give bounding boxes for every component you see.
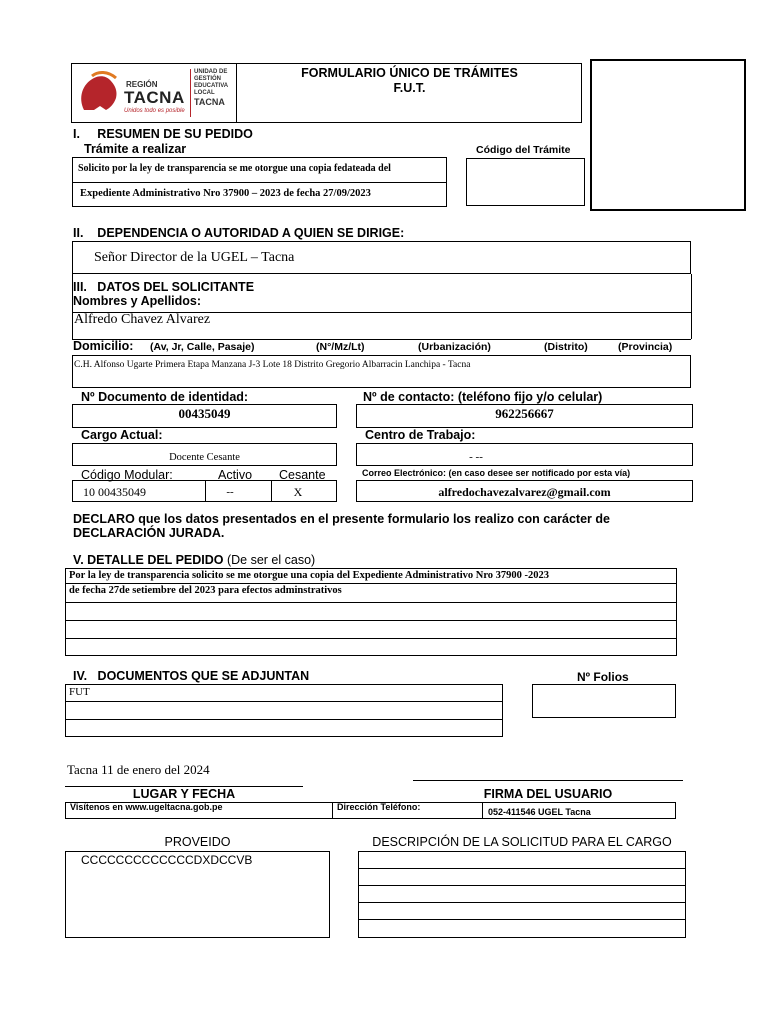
documentos-row-1[interactable]: FUT xyxy=(69,686,90,698)
section-4-heading: IV. DOCUMENTOS QUE SE ADJUNTAN xyxy=(73,669,310,683)
ugel-line-2: GESTIÓN xyxy=(194,76,222,82)
ugel-logo-text xyxy=(194,69,236,121)
documentos-line-2 xyxy=(65,719,503,720)
codigo-tramite-box[interactable] xyxy=(466,158,585,206)
place-date-label: LUGAR Y FECHA xyxy=(132,787,236,801)
detalle-table xyxy=(65,568,677,656)
documento-label: Nº Documento de identidad: xyxy=(81,390,249,404)
tramite-line-2[interactable]: Expediente Administrativo Nro 37900 – 2023 de fecha 27/09/2023 xyxy=(80,188,371,199)
contacto-label: Nº de contacto: (teléfono fijo y/o celular) xyxy=(363,390,603,404)
documento-value[interactable]: 00435049 xyxy=(178,406,231,421)
dependencia-value[interactable]: Señor Director de la UGEL – Tacna xyxy=(94,250,295,265)
declaration-text xyxy=(73,512,610,540)
address-label: Dirección Teléfono: xyxy=(337,802,421,812)
logo-separator xyxy=(190,69,191,117)
contacto-value[interactable]: 962256667 xyxy=(495,406,554,421)
section-1-subheading: Trámite a realizar xyxy=(84,142,187,156)
documentos-line-1 xyxy=(65,701,503,702)
activo-value[interactable]: -- xyxy=(226,486,234,498)
proveido-value[interactable]: CCCCCCCCCCCCCDXDCCVB xyxy=(81,853,253,867)
logo-tagline-text: Unidos todo es posible xyxy=(124,108,185,114)
descripcion-line-3 xyxy=(358,902,686,903)
tacna-map-icon xyxy=(76,70,122,114)
domicilio-hint-distrito: (Distrito) xyxy=(544,341,588,353)
detalle-row-1[interactable]: Por la ley de transparencia solicito se me otorgue una copia del Expediente Administrativo Nro 37900 -2023 xyxy=(69,570,550,581)
cesante-value[interactable]: X xyxy=(293,485,303,499)
folios-box[interactable] xyxy=(532,684,676,718)
tramite-divider xyxy=(72,182,447,183)
descripcion-line-2 xyxy=(358,885,686,886)
section-3-right-border xyxy=(691,274,692,339)
detalle-line-2 xyxy=(65,602,677,603)
cargo-value[interactable]: Docente Cesante xyxy=(169,452,240,463)
codmod-value[interactable]: 10 00435049 xyxy=(83,485,146,499)
section-2-heading: II. DEPENDENCIA O AUTORIDAD A QUIEN SE DIRIGE: xyxy=(73,226,405,240)
descripcion-line-4 xyxy=(358,919,686,920)
cargo-label: Cargo Actual: xyxy=(81,428,163,442)
logo-region-text: REGIÓN xyxy=(126,80,158,89)
form-title-line-2: F.U.T. xyxy=(393,81,426,95)
contact-bar-divider-1 xyxy=(332,802,333,819)
domicilio-label: Domicilio: xyxy=(73,339,134,353)
descripcion-table xyxy=(358,851,686,938)
section-5-heading-title: V. DETALLE DEL PEDIDO xyxy=(73,553,224,567)
cesante-label: Cesante xyxy=(279,468,326,482)
section-5-heading-note: (De ser el caso) xyxy=(226,553,316,567)
section-1-heading: I. RESUMEN DE SU PEDIDO xyxy=(73,127,253,141)
detalle-line-3 xyxy=(65,620,677,621)
section-5-heading xyxy=(73,553,315,567)
codmod-label: Código Modular: xyxy=(81,468,173,482)
detalle-line-1 xyxy=(65,583,677,584)
detalle-row-2[interactable]: de fecha 27de setiembre del 2023 para efectos adminstrativos xyxy=(69,585,342,596)
address-value: 052-411546 UGEL Tacna xyxy=(488,807,591,817)
photo-box xyxy=(590,59,746,211)
codigo-tramite-label: Código del Trámite xyxy=(476,144,571,156)
ugel-line-4: LOCAL xyxy=(194,90,215,96)
names-value[interactable]: Alfredo Chavez Alvarez xyxy=(74,312,211,327)
names-bottom-line xyxy=(72,339,691,340)
folios-label: Nº Folios xyxy=(577,670,629,684)
descripcion-label: DESCRIPCIÓN DE LA SOLICITUD PARA EL CARGO xyxy=(372,835,672,849)
centro-value[interactable]: - -- xyxy=(469,451,483,463)
section-3-heading: III. DATOS DEL SOLICITANTE xyxy=(73,280,255,294)
ugel-line-3: EDUCATIVA xyxy=(194,83,229,89)
website-text[interactable]: Visítenos en www.ugeltacna.gob.pe xyxy=(70,802,223,812)
region-tacna-logo xyxy=(76,68,191,120)
activo-label: Activo xyxy=(218,468,253,482)
email-label: Correo Electrónico: (en caso desee ser notificado por esta vía) xyxy=(362,468,631,478)
detalle-line-4 xyxy=(65,638,677,639)
centro-label: Centro de Trabajo: xyxy=(365,428,476,442)
form-title-line-1: FORMULARIO ÚNICO DE TRÁMITES xyxy=(301,66,518,80)
ugel-line-1: UNIDAD DE xyxy=(194,69,228,75)
logo-name-text: TACNA xyxy=(124,88,185,107)
email-value[interactable]: alfredochavezalvarez@gmail.com xyxy=(438,485,611,499)
signature-label: FIRMA DEL USUARIO xyxy=(483,787,613,801)
domicilio-hint-street: (Av, Jr, Calle, Pasaje) xyxy=(150,341,255,353)
domicilio-hint-urbanizacion: (Urbanización) xyxy=(418,341,491,353)
place-date-value[interactable]: Tacna 11 de enero del 2024 xyxy=(67,762,210,777)
declaration-line-2: DECLARACIÓN JURADA. xyxy=(73,526,225,540)
documentos-table xyxy=(65,684,503,737)
declaration-line-1: DECLARO que los datos presentados en el presente formulario los realizo con carácter de xyxy=(73,512,610,526)
form-title xyxy=(237,66,582,96)
contact-bar-divider-2 xyxy=(482,802,483,819)
domicilio-hint-provincia: (Provincia) xyxy=(618,341,673,353)
tramite-line-1[interactable]: Solicito por la ley de transparencia se me otorgue una copia fedateada del xyxy=(78,163,391,174)
ugel-name: TACNA xyxy=(194,97,225,107)
domicilio-hint-number: (N°/Mz/Lt) xyxy=(316,341,365,353)
domicilio-value[interactable]: C.H. Alfonso Ugarte Primera Etapa Manzana J-3 Lote 18 Distrito Gregorio Albarracin Lanchipa - Tacna xyxy=(74,360,471,370)
names-label: Nombres y Apellidos: xyxy=(73,294,202,308)
signature-line xyxy=(413,780,683,781)
proveido-label: PROVEIDO xyxy=(164,835,231,849)
descripcion-line-1 xyxy=(358,868,686,869)
